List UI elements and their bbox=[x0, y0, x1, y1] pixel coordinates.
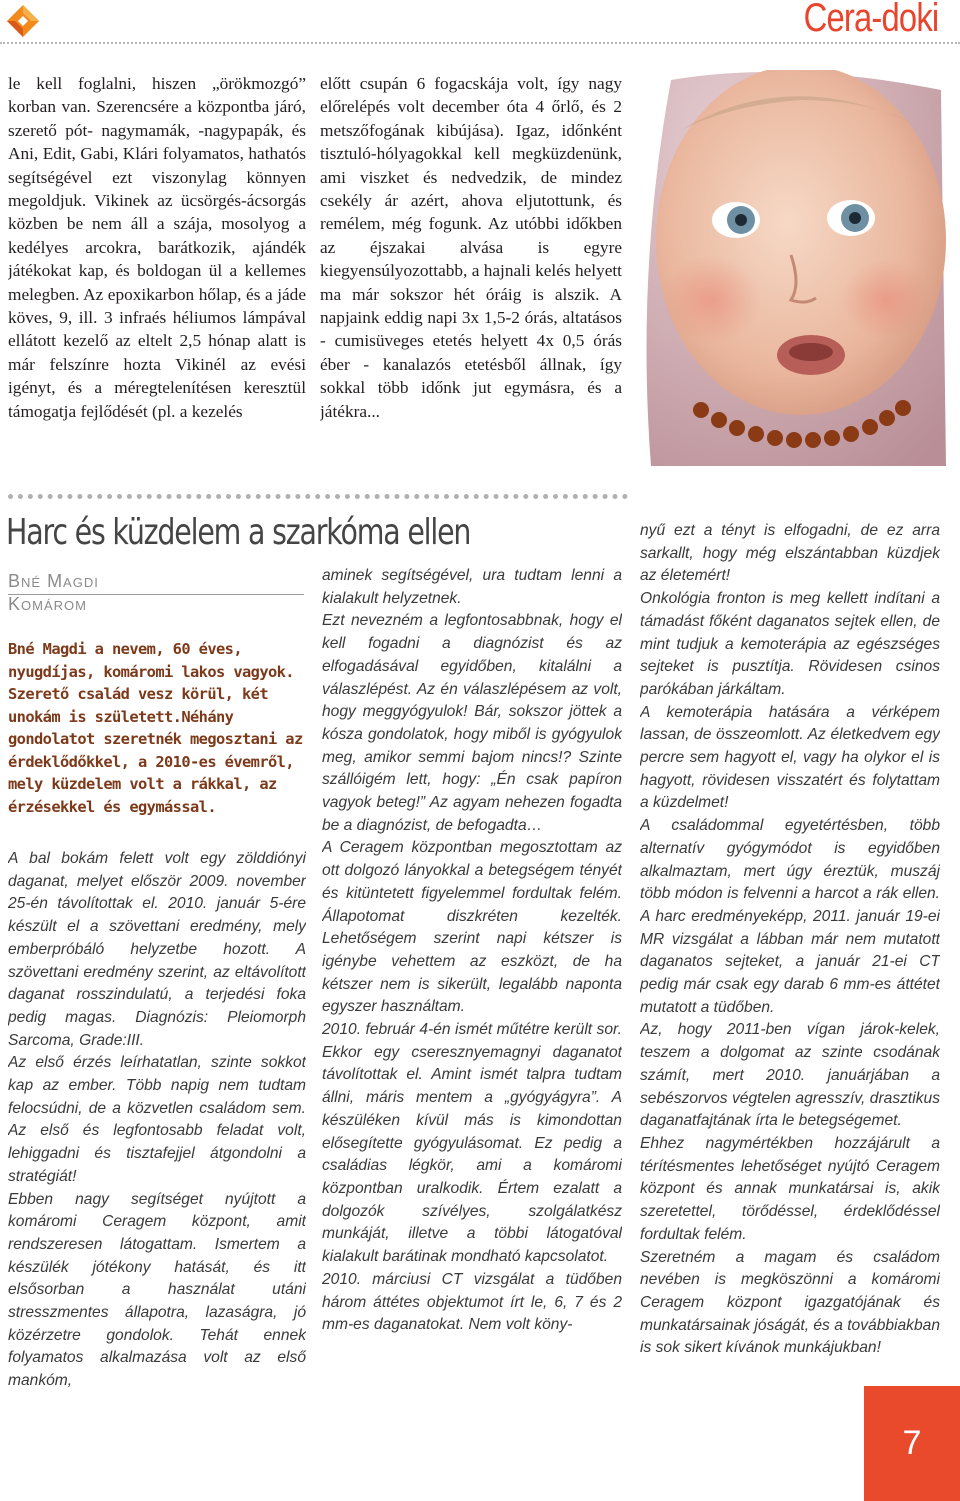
author-block bbox=[8, 570, 304, 616]
paragraph: A Ceragem központban megosztottam az ott dolgozó lányokkal a betegségem tényét és kitüntetett figyelemmel fordultak felém. Állapotomat diszkréten kezelték. Lehetőségem szerint napi kétszer is igénybe vehettem az eszközt, de ha kétszer nem is sikerült, legalább naponta egyszer használtam. bbox=[322, 839, 622, 1016]
page-number: 7 bbox=[864, 1386, 960, 1501]
author-underline bbox=[8, 594, 304, 595]
author-city: Komárom bbox=[8, 594, 87, 614]
top-left-column: le kell foglalni, hiszen „örökmozgó” korban van. Szerencsére a központba járó, szerető pót- nagymamák, -nagypapák, és Ani, Edit, Gabi, Klári folyamatos, hathatós segítségével ezt viszonylag könnyen megoldjuk. Vikinek az ücsörgés-ácsorgás közben be nem áll a szája, mosolyog a kedélyes arcokra, barátkozik, ajándék játékokat kap, és boldogan ül a kellemes melegben. Az epoxikarbon hőlap, és a jáde köves, 9, ill. 3 infraés héliumos lámpával ellátott kezelő az eltelt 2,5 hónap alatt is már felszínre hozta Vikinél az evési igényt, és a méregtelenítésen keresztül támogatja fejlődését (pl. a kezelés bbox=[8, 74, 306, 421]
paragraph: A kemoterápia hatására a vérképem lassan, de összeomlott. Az életkedvem egy percre sem hagyott el, vagy ha olykor el is hagyott, rövidesen visszatért és folytattam a küzdelmet! bbox=[640, 703, 940, 812]
paragraph: Ebben nagy segítséget nyújtott a komáromi Ceragem központ, amit rendszeresen látogattam. Ismertem a készülék jótékony hatását, és itt elsősorban a használat utáni stresszmentes állapotra, lazaságra, jó közérzetre gondolok. Tehát ennek folyamatos alkalmazása volt az első mankóm, bbox=[8, 1190, 306, 1388]
paragraph: nyű ezt a tényt is elfogadni, de ez arra sarkallt, hogy még elszántabban küzdjek az életemért! bbox=[640, 522, 940, 585]
paragraph: Az első érzés leírhatatlan, szinte sokkot kap az ember. Több napig nem tudtam felocsúdni, de a közvetlen családom sem. Az első és legfontosabb feladat volt, lehiggadni és tisztafejjel átgondolni a stratégiát! bbox=[8, 1054, 306, 1185]
paragraph: Onkológia fronton is meg kellett indítani a támadást főként daganatos sejtek ellen, de mint tudjuk a kemoterápia az egészséges sejteket is pusztítja. Rövidesen csinos parókában járkáltam. bbox=[640, 590, 940, 698]
orange-diamond-logo-icon bbox=[6, 4, 40, 38]
paragraph: aminek segítségével, ura tudtam lenni a kialakult helyzetnek. bbox=[322, 567, 622, 607]
brand-title: Cera-doki bbox=[803, 0, 938, 40]
author-name: Bné Magdi bbox=[8, 571, 99, 591]
paragraph: 2010. február 4-én ismét műtétre került sor. Ekkor egy cseresznyemagnyi daganatot távolítottak el. Amint ismét talpra tudtam állni, máris mentem a „gyógyágyra”. A készüléken kívül más is kimondottan elősegítette gyógyulásomat. Ez pedig a családias légkör, ami a komáromi központban uralkodik. Értem ezalatt a dolgozók szívélyes, szolgálatkész munkáját, illetve a többi látogatóval kialakult barátinak mondható kapcsolatot. bbox=[322, 1021, 622, 1266]
header-divider bbox=[0, 42, 960, 44]
paragraph: A családommal egyetértésben, több alternatív gyógymódot is egyidőben alkalmaztam, mert úgy éreztük, muszáj több módon is felvenni a harcot a rák ellen. A harc eredményeképp, 2011. január 19-ei MR vizsgálat a lábban már nem mutatott daganatos sejteket, a január 21-ei CT pedig már csak egy darab 6 mm-es áttétet mutatott a tüdőben. bbox=[640, 817, 940, 1016]
paragraph: Ezt nevezném a legfontosabbnak, hogy el kell fogadni a diagnózist és az elfogadásával egyidőben, kitalálni a válaszlépést. Az én válaszlépésem az volt, hogy meggyógyulok! Bár, sokszor jöttek a kósza gondolatok, hogy miből is gyógyulok meg, amikor semmi bajom nincs!? Szinte szállóigém lett, hogy: „Én csak papíron vagyok beteg!” Az agyam nehezen fogadta be a diagnózist, de befogadta… bbox=[322, 612, 622, 834]
paragraph: Szeretném a magam és családom nevében is megköszönni a komáromi Ceragem központ igazgatójának és munkatársainak jóságát, és a továbbiakban is sok sikert kívánok munkájukban! bbox=[640, 1248, 940, 1357]
baby-photo bbox=[641, 70, 946, 466]
paragraph: A bal bokám felett volt egy zölddiónyi daganat, melyet először 2009. november 25-én távolítottak el. 2010. január 5-ére készült el a szövettani eredmény, mely emberpróbáló helyzetbe hozott. A szövettani eredmény szerint, az eltávolított daganat rosszindulatú, a terjedési foka pedig magas. Diagnózis: Pleiomorph Sarcoma, Grade:III. bbox=[8, 850, 306, 1049]
paragraph: Az, hogy 2011-ben vígan járok-kelek, teszem a dolgomat az szinte csodának számít, mert 2010. januárjában a sebészorvos végtelen agresszív, drasztikus daganatfajtának írta le betegségemet. bbox=[640, 1021, 940, 1130]
article-column-1 bbox=[8, 848, 306, 1388]
article-column-3 bbox=[640, 520, 940, 1370]
article-title: Harc és küzdelem a szarkóma ellen bbox=[6, 512, 471, 553]
paragraph: Ehhez nagymértékben hozzájárult a térítésmentes lehetőséget nyújtó Ceragem központ és annak munkatársai is, akik szeretettel, törődéssel, érdeklődéssel fordultak felém. bbox=[640, 1134, 940, 1243]
baby-portrait-image bbox=[641, 70, 946, 466]
top-middle-column: előtt csupán 6 fogacskája volt, így nagy előrelépés volt december óta 4 őrlő, és 2 metszőfogának kibújása). Igaz, időnként tisztuló-hólyagokkal kell megküzdenünk, ami viszket és nedvedzik, de mindez csekély ár azért, ahova eljutottunk, és remélem, még fogunk. Az utóbbi időkben az éjszakai alvása is egyre kiegyensúlyozottabb, a hajnali kelés helyett ma már sokszor hét óráig is alszik. A napjaink eddig napi 3x 1,5-2 órás, altatásos - cumisüveges etetés helyett 4x 0,5 órás éber - kanalazós etetésből állnak, így sokkal több időnk jut egymásra, és a játékra... bbox=[320, 74, 622, 421]
article-column-2 bbox=[322, 565, 622, 1385]
article-lead: Bné Magdi a nevem, 60 éves, nyugdíjas, komáromi lakos vagyok. Szerető család vesz körül, két unokám is született.Néhány gondolatot szeretnék megosztani az érdeklődőkkel, a 2010-es évemről, mely küzdelem volt a rákkal, az érzésekkel és egymással. bbox=[8, 640, 303, 816]
paragraph: 2010. márciusi CT vizsgálat a tüdőben három áttétes objektumot írt le, 6, 7 és 2 mm-es daganatokat. Nem volt köny- bbox=[322, 1270, 622, 1334]
section-divider bbox=[8, 494, 628, 499]
